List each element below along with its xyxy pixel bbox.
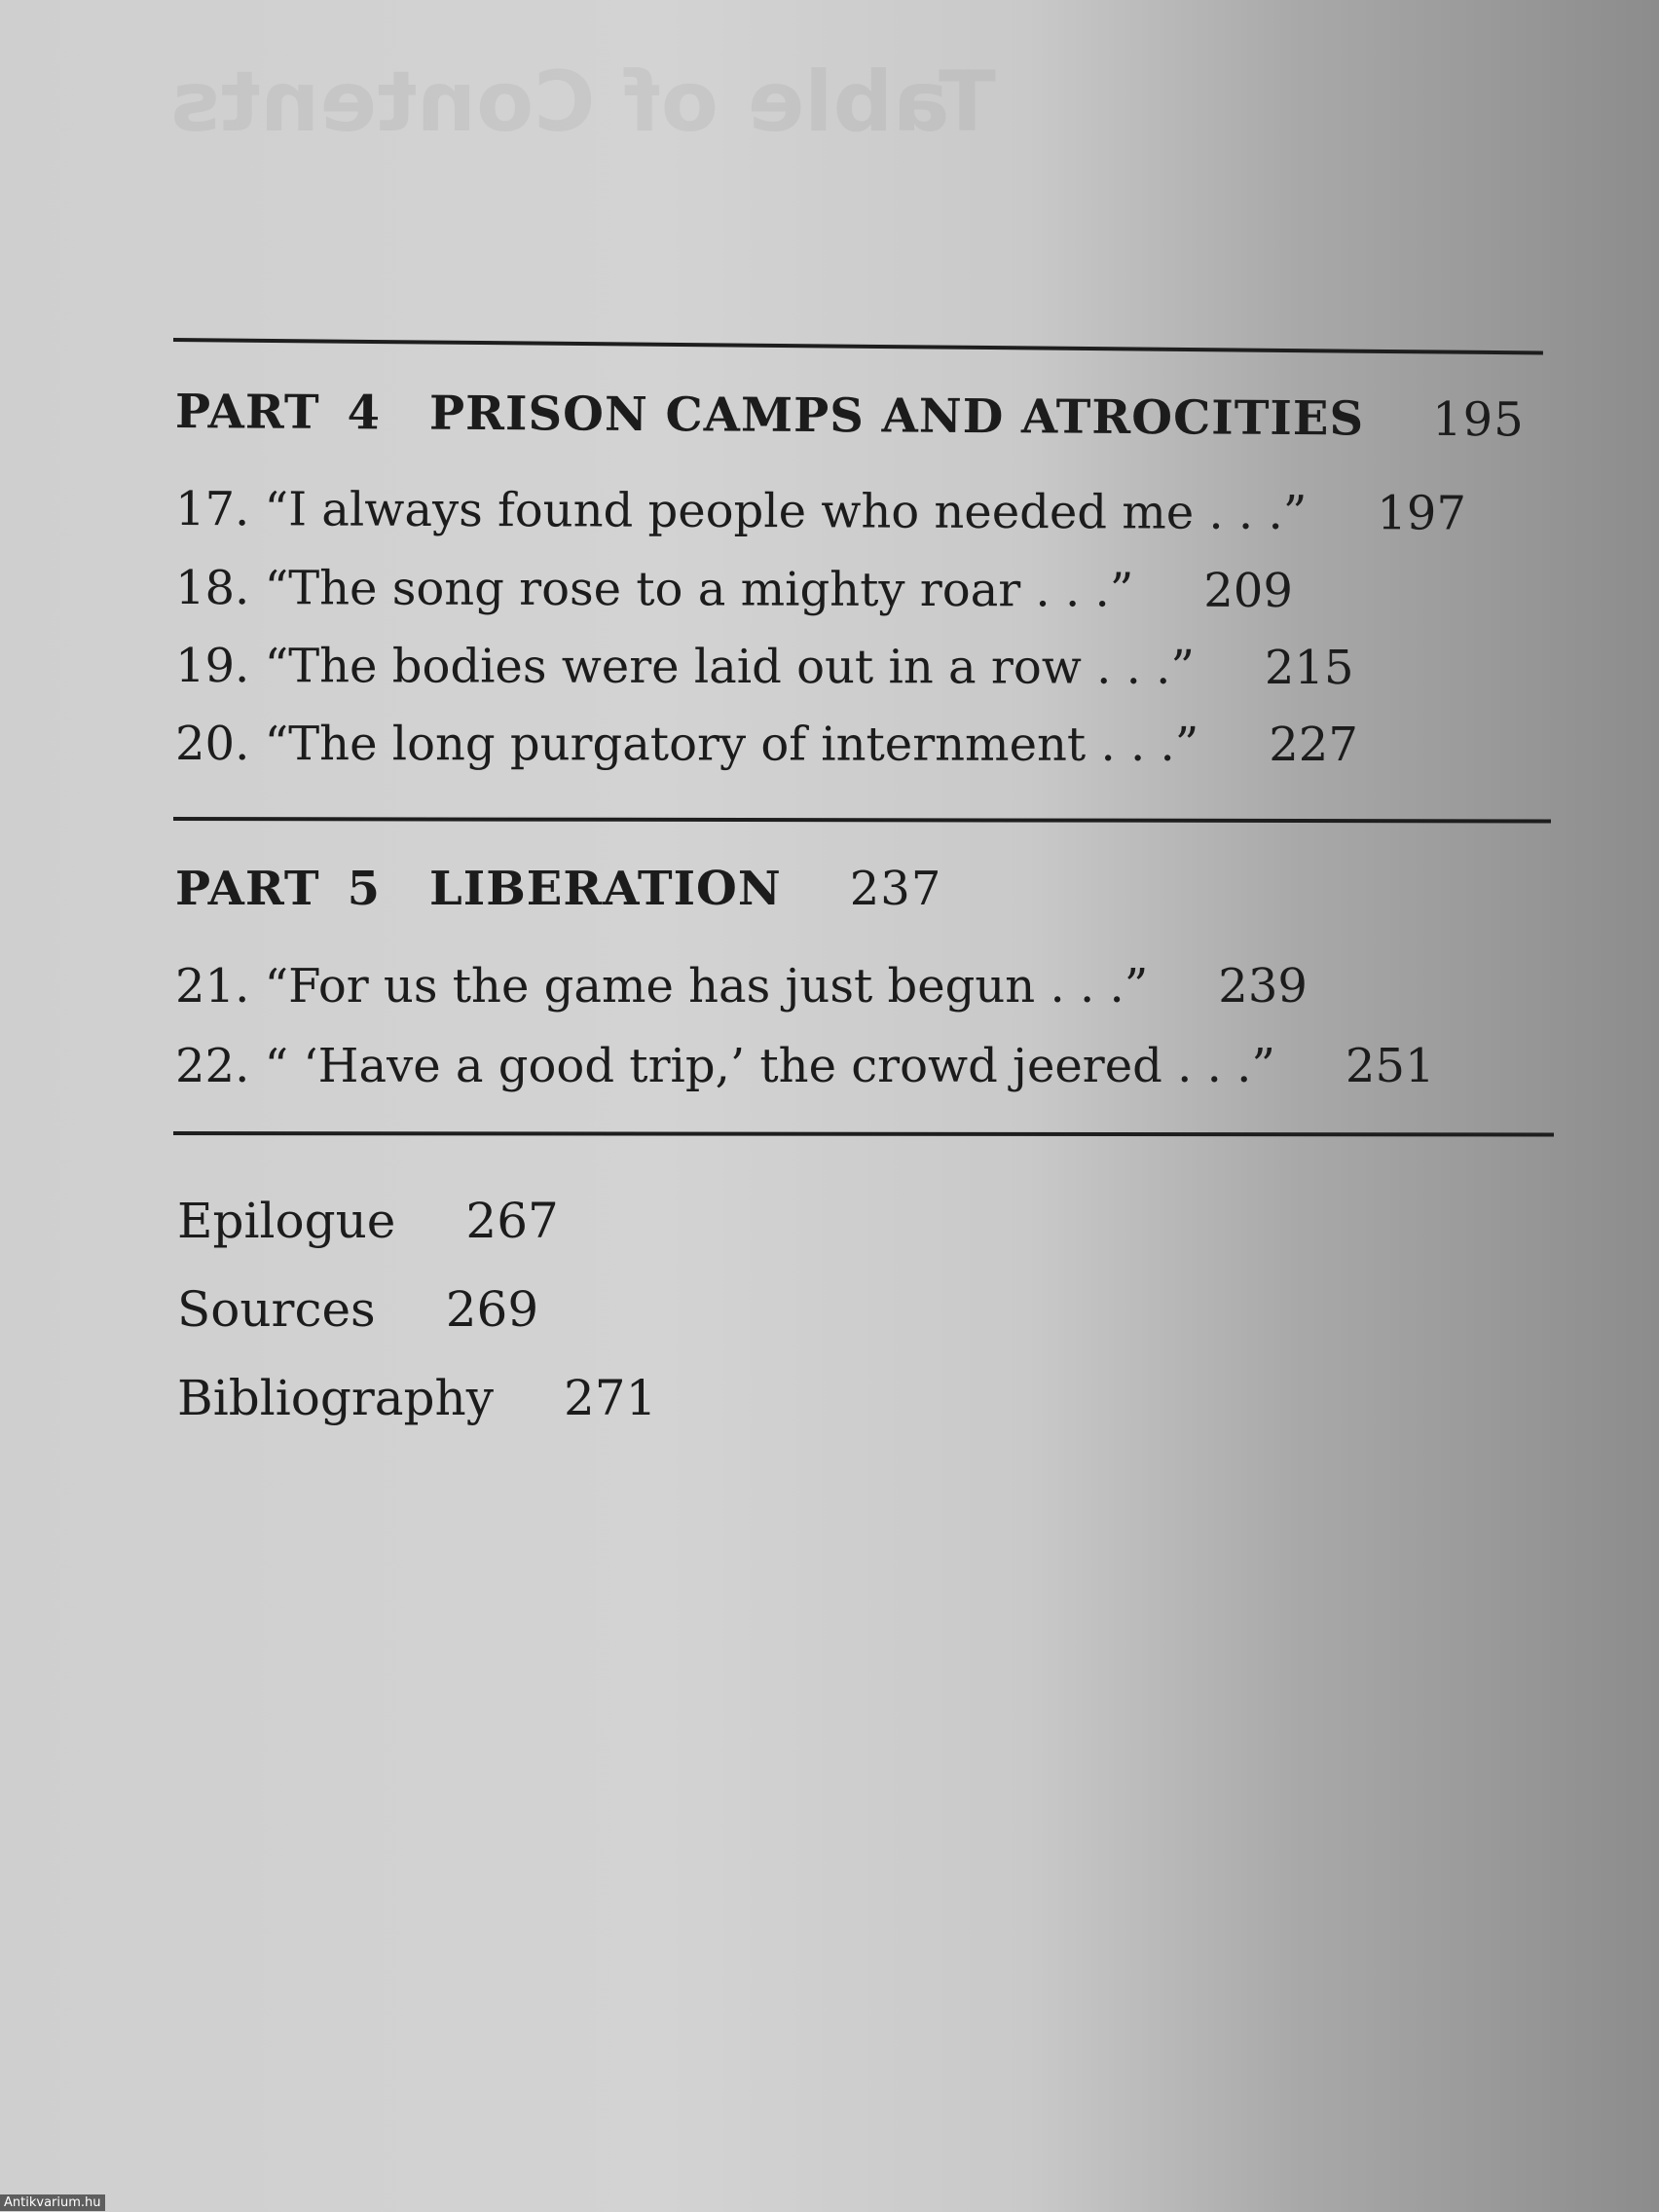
back-matter-page: 269 — [445, 1281, 539, 1338]
part-page: 237 — [849, 862, 942, 916]
part-4-heading — [175, 385, 1525, 447]
back-matter-page: 271 — [564, 1370, 657, 1426]
bleed-through-heading: Table of Contents — [170, 54, 996, 151]
chapter-page: 209 — [1203, 563, 1293, 619]
chapter-number: 22. — [175, 1039, 250, 1093]
back-matter-title: Epilogue — [177, 1193, 396, 1249]
chapter-title: “ ‘Have a good trip,’ the crowd jeered . . .” — [264, 1039, 1275, 1093]
chapter-page: 197 — [1377, 486, 1467, 541]
chapter-title: “The long purgatory of internment . . .” — [264, 717, 1199, 772]
back-matter-sources — [177, 1281, 538, 1338]
chapter-page: 227 — [1269, 717, 1358, 773]
toc-entry-18 — [175, 561, 1293, 618]
divider-rule — [173, 1131, 1554, 1136]
divider-rule — [173, 338, 1543, 355]
chapter-page: 239 — [1218, 959, 1308, 1014]
chapter-title: “I always found people who needed me . . .” — [264, 482, 1308, 541]
back-matter-page: 267 — [465, 1193, 559, 1249]
site-watermark: Antikvarium.hu — [0, 2194, 105, 2211]
chapter-title: “For us the game has just begun . . .” — [264, 959, 1149, 1014]
back-matter-epilogue — [177, 1193, 559, 1249]
chapter-number: 20. — [174, 717, 250, 772]
part-label: PART — [175, 862, 320, 916]
back-matter-title: Bibliography — [177, 1370, 494, 1426]
chapter-number: 21. — [175, 959, 250, 1014]
chapter-title: “The song rose to a mighty roar . . .” — [264, 561, 1134, 618]
toc-entry-21 — [175, 959, 1308, 1014]
divider-rule — [173, 817, 1551, 823]
chapter-page: 251 — [1345, 1039, 1435, 1093]
part-page: 195 — [1431, 391, 1525, 448]
toc-entry-20 — [175, 717, 1358, 772]
chapter-title: “The bodies were laid out in a row . . .” — [264, 639, 1195, 695]
chapter-number: 19. — [174, 639, 250, 694]
part-number: 5 — [347, 862, 382, 916]
part-title: LIBERATION — [429, 862, 782, 916]
chapter-page: 215 — [1264, 640, 1354, 696]
back-matter-bibliography — [177, 1370, 656, 1426]
chapter-number: 18. — [174, 561, 250, 616]
toc-entry-19 — [175, 639, 1354, 695]
chapter-number: 17. — [174, 482, 250, 537]
part-title: PRISON CAMPS AND ATROCITIES — [428, 386, 1365, 447]
part-number: 4 — [347, 386, 382, 441]
toc-entry-22 — [175, 1039, 1435, 1093]
part-label: PART — [174, 385, 320, 440]
back-matter-title: Sources — [177, 1281, 376, 1338]
part-5-heading — [175, 862, 941, 916]
toc-entry-17 — [175, 482, 1466, 541]
